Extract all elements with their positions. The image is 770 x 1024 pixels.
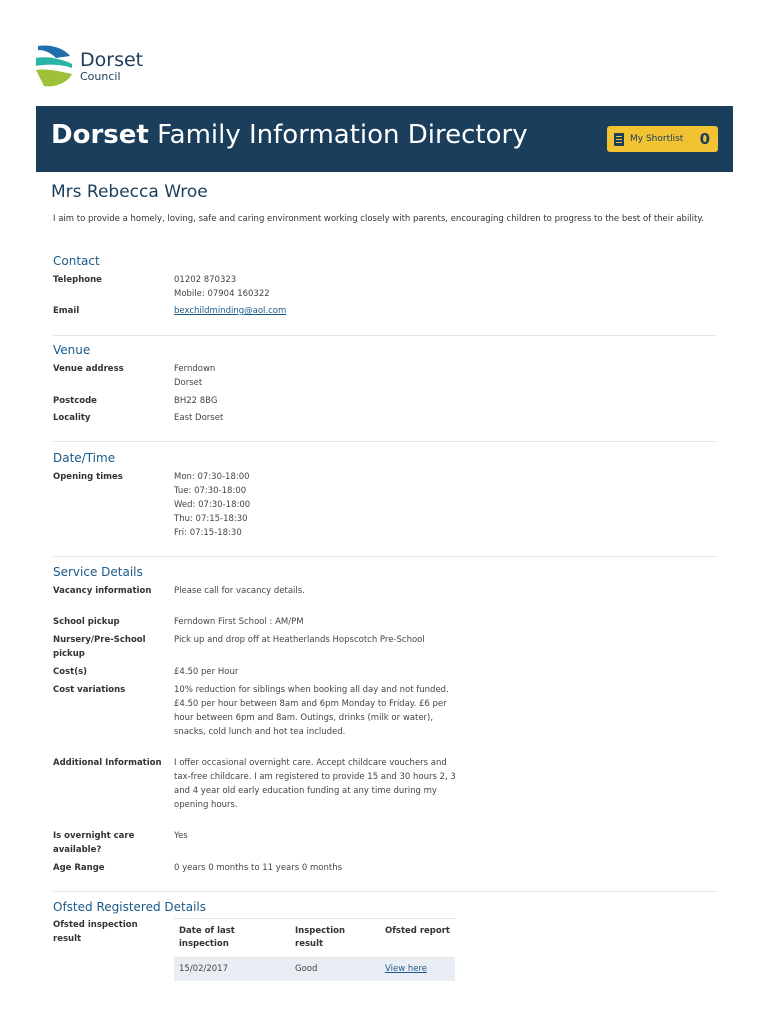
divider — [53, 335, 716, 336]
provider-name: Mrs Rebecca Wroe — [51, 182, 208, 202]
shortlist-button[interactable] — [607, 126, 718, 152]
email-link[interactable]: bexchildminding@aol.com — [174, 306, 287, 316]
opening-time: Tue: 07:30-18:00 — [174, 486, 247, 496]
age-range-value: 0 years 0 months to 11 years 0 months — [174, 863, 343, 873]
venue-address-value — [174, 362, 459, 390]
dorset-council-logo[interactable] — [36, 44, 143, 88]
ofsted-section-title: Ofsted Registered Details — [53, 900, 206, 914]
directory-title-rest: Family Information Directory — [148, 120, 528, 150]
column-header-result: Inspection result — [290, 919, 380, 958]
contact-section-title: Contact — [53, 254, 100, 268]
opening-time: Thu: 07:15-18:30 — [174, 514, 248, 524]
dorset-logo-icon — [36, 44, 74, 88]
mobile-line: Mobile: 07904 160322 — [174, 289, 270, 299]
column-header-date: Date of last inspection — [174, 919, 290, 958]
datetime-section-title-wrap — [53, 451, 716, 465]
overnight-value: Yes — [174, 831, 188, 841]
additional-info-label: Additional Information — [53, 758, 162, 768]
vacancy-value: Please call for vacancy details. — [174, 586, 305, 596]
divider — [53, 556, 716, 557]
opening-time: Fri: 07:15-18:30 — [174, 528, 242, 538]
age-range-label: Age Range — [53, 863, 105, 873]
locality-label: Locality — [53, 413, 91, 423]
postcode-value: BH22 8BG — [174, 396, 218, 406]
school-pickup-label: School pickup — [53, 617, 120, 627]
inspection-date: 15/02/2017 — [174, 958, 290, 982]
column-header-report: Ofsted report — [380, 919, 455, 958]
shortlist-count: 0 — [699, 130, 710, 148]
cost-variations-value: 10% reduction for siblings when booking all day and not funded. £4.50 per hour between 8am and 6pm Monday to Friday. £6 per hour between 6pm and 8am. Outings, drinks (milk or water), snacks, cold lunch and hot tea included. — [174, 685, 449, 737]
view-report-link[interactable]: View here — [385, 964, 428, 974]
divider — [53, 891, 716, 892]
datetime-section-title: Date/Time — [53, 451, 116, 465]
table-row — [174, 958, 455, 982]
ofsted-table — [174, 918, 455, 981]
service-section-title: Service Details — [53, 565, 143, 579]
vacancy-label: Vacancy information — [53, 586, 152, 596]
additional-info-value: I offer occasional overnight care. Accept childcare vouchers and tax-free childcare. I am registered to provide 15 and 30 hours 2, 3 and 4 year old early education funding at any time during my opening hours. — [174, 758, 456, 810]
telephone-value — [174, 273, 459, 301]
shortlist-label: My Shortlist — [630, 134, 684, 144]
cost-label: Cost(s) — [53, 667, 88, 677]
venue-section-title: Venue — [53, 343, 91, 357]
directory-title-bold: Dorset — [51, 120, 149, 150]
directory-banner — [36, 106, 733, 172]
overnight-label: Is overnight care available? — [53, 831, 135, 855]
postcode-label: Postcode — [53, 396, 97, 406]
report-cell — [380, 958, 455, 982]
inspection-result: Good — [290, 958, 380, 982]
logo-subtitle: Council — [80, 69, 121, 83]
nursery-pickup-label: Nursery/Pre-School pickup — [53, 635, 146, 659]
cost-value: £4.50 per Hour — [174, 667, 239, 677]
venue-address-label: Venue address — [53, 364, 124, 374]
address-line: Dorset — [174, 378, 203, 388]
cost-variations-label: Cost variations — [53, 685, 126, 695]
school-pickup-value: Ferndown First School : AM/PM — [174, 617, 304, 627]
opening-time: Mon: 07:30-18:00 — [174, 472, 250, 482]
provider-intro: I aim to provide a homely, loving, safe and caring environment working closely with parents, encouraging children to progress to the best of their ability. — [53, 214, 704, 224]
opening-times-value — [174, 470, 459, 540]
divider — [53, 441, 716, 442]
venue-section-title-wrap — [53, 343, 716, 357]
opening-time: Wed: 07:30-18:00 — [174, 500, 251, 510]
email-value — [174, 304, 459, 318]
address-line: Ferndown — [174, 364, 216, 374]
opening-times-label: Opening times — [53, 472, 123, 482]
logo-title: Dorset — [80, 48, 144, 71]
ofsted-result-label: Ofsted inspection result — [53, 920, 138, 944]
telephone-label: Telephone — [53, 275, 102, 285]
directory-title — [51, 120, 528, 150]
service-section-title-wrap — [53, 565, 716, 579]
nursery-pickup-value: Pick up and drop off at Heatherlands Hopscotch Pre-School — [174, 635, 425, 645]
email-label: Email — [53, 306, 80, 316]
ofsted-section-title-wrap — [53, 900, 716, 914]
locality-value: East Dorset — [174, 413, 224, 423]
contact-section-title-wrap — [53, 254, 716, 268]
shortlist-icon — [614, 133, 624, 146]
telephone-line: 01202 870323 — [174, 275, 237, 285]
table-header-row — [174, 919, 455, 958]
